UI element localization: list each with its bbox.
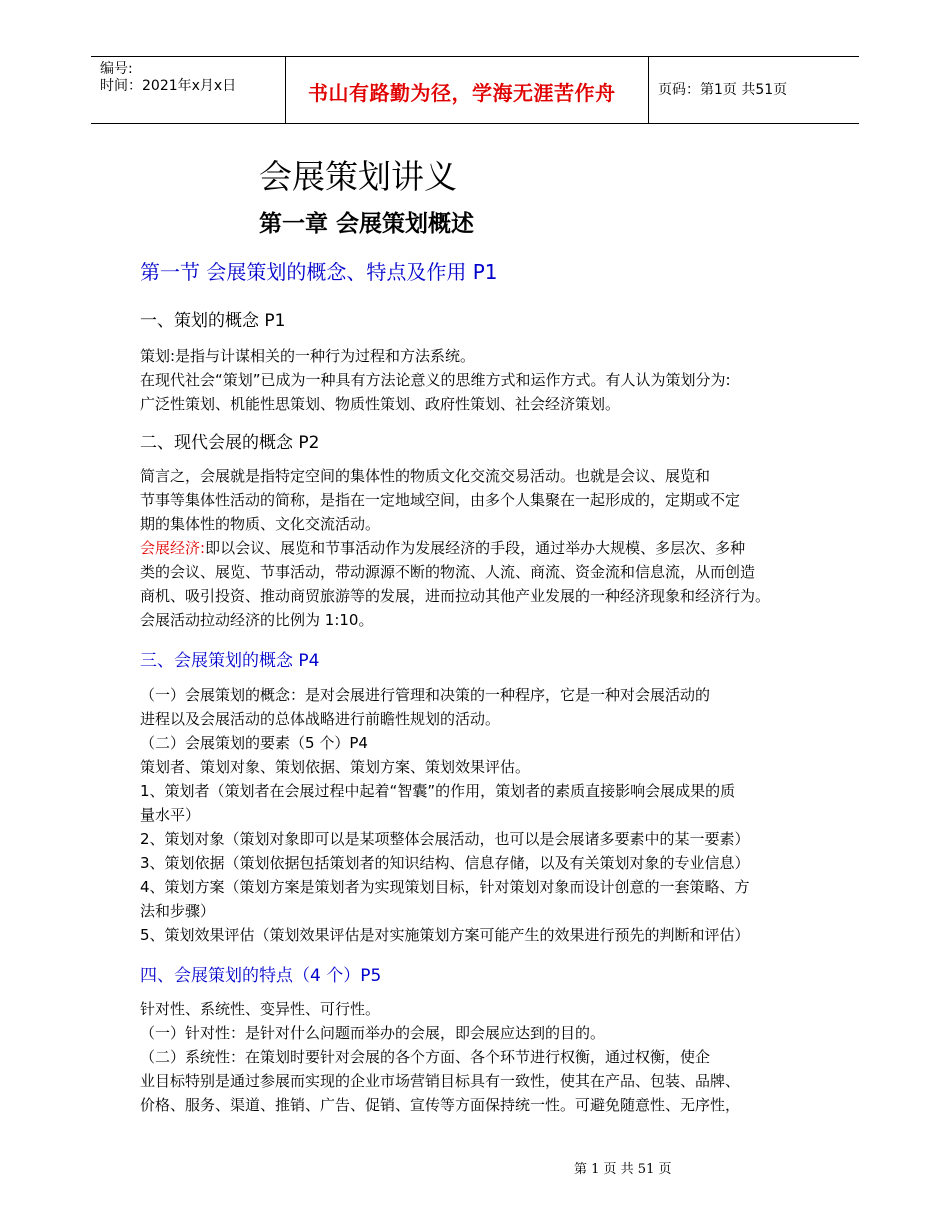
term-definition: 即以会议、展览和节事活动作为发展经济的手段，通过举办大规模、多层次、多种 [205, 539, 746, 557]
heading-3: 三、会展策划的概念 P4 [140, 651, 320, 671]
header-right-cell [648, 57, 859, 123]
paragraph-line: 4、策划方案（策划方案是策划者为实现策划目标，针对策划对象而设计创意的一套策略、方 [140, 878, 750, 896]
header-left-cell [91, 57, 285, 123]
document-title: 会展策划讲义 [259, 157, 457, 196]
paragraph-line: （二）系统性：在策划时要针对会展的各个方面、各个环节进行权衡，通过权衡，使企 [140, 1048, 711, 1066]
header-table [91, 56, 859, 124]
paragraph-line: 量水平） [140, 806, 201, 824]
paragraph-line: （二）会展策划的要素（5 个）P4 [140, 734, 368, 752]
paragraph-line: 价格、服务、渠道、推销、广告、促销、宣传等方面保持统一性。可避免随意性、无序性， [140, 1096, 741, 1114]
header-motto-cell [285, 57, 649, 123]
page-info: 页码：第1页 共51页 [658, 82, 788, 98]
paragraph-line: 3、策划依据（策划依据包括策划者的知识结构、信息存储，以及有关策划对象的专业信息） [140, 854, 750, 872]
heading-4: 四、会展策划的特点（4 个）P5 [140, 966, 382, 986]
paragraph-line: 针对性、系统性、变异性、可行性。 [140, 1000, 381, 1018]
paragraph-line: 商机、吸引投资、推动商贸旅游等的发展，进而拉动其他产业发展的一种经济现象和经济行为。 [140, 587, 771, 605]
paragraph-line: 策划者、策划对象、策划依据、策划方案、策划效果评估。 [140, 758, 531, 776]
paragraph-line: （一）会展策划的概念：是对会展进行管理和决策的一种程序，它是一种对会展活动的 [140, 686, 711, 704]
paragraph-line: 简言之，会展就是指特定空间的集体性的物质文化交流交易活动。也就是会议、展览和 [140, 467, 711, 485]
paragraph-line: 策划:是指与计谋相关的一种行为过程和方法系统。 [140, 347, 476, 365]
motto-text: 书山有路勤为径，学海无涯苦作舟 [308, 81, 616, 105]
paragraph-line: 2、策划对象（策划对象即可以是某项整体会展活动，也可以是会展诸多要素中的某一要素） [140, 830, 750, 848]
time-label: 时间：2021年x月x日 [100, 78, 237, 94]
heading-2: 二、现代会展的概念 P2 [140, 433, 320, 453]
paragraph-line: 法和步骤） [140, 902, 216, 920]
paragraph-line: 会展活动拉动经济的比例为 1:10。 [140, 611, 374, 629]
heading-1: 一、策划的概念 P1 [140, 311, 286, 331]
chapter-heading: 第一章 会展策划概述 [259, 211, 475, 237]
paragraph-line: 5、策划效果评估（策划效果评估是对实施策划方案可能产生的效果进行预先的判断和评估） [140, 926, 750, 944]
paragraph-line: （一）针对性：是针对什么问题而举办的会展，即会展应达到的目的。 [140, 1024, 606, 1042]
number-label: 编号: [100, 61, 133, 77]
paragraph-line: 进程以及会展活动的总体战略进行前瞻性规划的活动。 [140, 710, 501, 728]
page-footer: 第 1 页 共 51 页 [574, 1162, 672, 1177]
paragraph-line: 1、策划者（策划者在会展过程中起着“智囊”的作用，策划者的素质直接影响会展成果的质 [140, 782, 736, 800]
paragraph-line: 业目标特别是通过参展而实现的企业市场营销目标具有一致性，使其在产品、包装、品牌、 [140, 1072, 741, 1090]
section-heading: 第一节 会展策划的概念、特点及作用 P1 [140, 260, 498, 284]
paragraph-line: 期的集体性的物质、文化交流活动。 [140, 515, 381, 533]
paragraph-line [140, 537, 745, 558]
term-label: 会展经济: [140, 539, 206, 557]
paragraph-line: 在现代社会“策划”已成为一种具有方法论意义的思维方式和运作方式。有人认为策划分为: [140, 371, 731, 389]
paragraph-line: 节事等集体性活动的简称，是指在一定地域空间，由多个人集聚在一起形成的，定期或不定 [140, 491, 741, 509]
paragraph-line: 广泛性策划、机能性思策划、物质性策划、政府性策划、社会经济策划。 [140, 395, 621, 413]
paragraph-line: 类的会议、展览、节事活动，带动源源不断的物流、人流、商流、资金流和信息流，从而创造 [140, 563, 756, 581]
